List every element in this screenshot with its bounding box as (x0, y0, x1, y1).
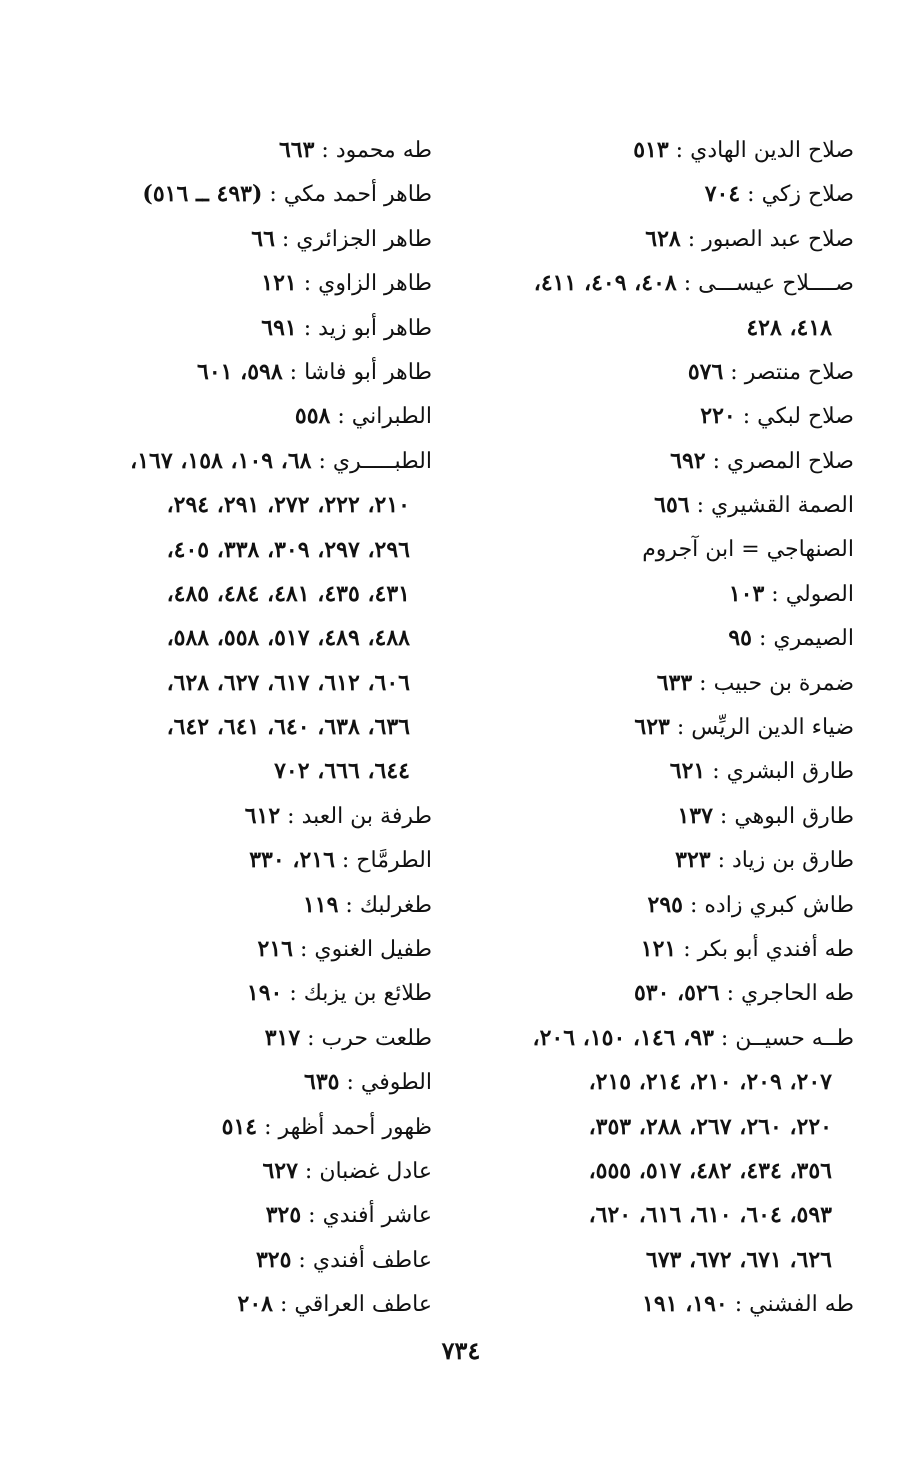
entry-separator: : (314, 138, 336, 163)
index-entry (492, 439, 854, 483)
entry-separator: : (764, 581, 786, 607)
entry-name: عادل غضبان (319, 1158, 432, 1184)
entry-name: طاهر أبو فاشا (304, 359, 432, 385)
entry-pages: ٢٢٠ (700, 403, 736, 430)
index-entry (492, 394, 854, 438)
entry-name: صــــلاح عيســـى (698, 271, 854, 297)
entry-pages: ٢٩٥ (647, 891, 683, 918)
index-entry (492, 572, 854, 616)
entry-name: طلائع بن يزبك (303, 981, 432, 1007)
index-entry (32, 1149, 432, 1193)
entry-pages: ٩٣، ١٤٦، ١٥٠، ٢٠٦، (532, 1024, 714, 1051)
entry-pages: ٦٢٣ (634, 714, 670, 741)
entry-name: طاش كبري زاده (704, 892, 854, 918)
entry-pages: ٦٢٦، ٦٧١، ٦٧٢، ٦٧٣ (645, 1246, 832, 1273)
index-entry-continuation (32, 705, 432, 749)
entry-name: طــه حسيــن (735, 1025, 854, 1051)
entry-separator: : (723, 359, 745, 385)
index-entry (492, 971, 854, 1015)
entry-pages: ٢٩٦، ٢٩٧، ٣٠٩، ٣٣٨، ٤٠٥، (166, 536, 410, 563)
entry-pages: ٣٢٣ (675, 847, 711, 874)
entry-pages: ١٣٧ (677, 802, 713, 829)
entry-name: طارق بن زياد (731, 848, 854, 874)
entry-pages: ٢١٠، ٢٢٢، ٢٧٢، ٢٩١، ٢٩٤، (166, 492, 410, 519)
entry-separator: : (713, 1025, 736, 1051)
entry-pages: ٦٨، ١٠٩، ١٥٨، ١٦٧، (130, 447, 312, 474)
index-entry (492, 1282, 854, 1326)
entry-name: صلاح زكي (761, 182, 854, 208)
index-entry-continuation (32, 749, 432, 793)
entry-separator: : (712, 803, 735, 829)
index-entry (32, 1282, 432, 1326)
entry-separator: : (735, 404, 758, 430)
index-entry (492, 883, 854, 927)
index-entry (32, 838, 432, 882)
entry-pages: ٤٣١، ٤٣٥، ٤٨١، ٤٨٤، ٤٨٥، (166, 580, 410, 607)
entry-separator: : (751, 626, 774, 652)
index-entry (492, 927, 854, 971)
entry-pages: ٥١٤ (221, 1113, 258, 1140)
entry-name: طه الفشني (749, 1292, 854, 1318)
entry-name: صلاح منتصر (744, 359, 854, 385)
index-entry (492, 838, 854, 882)
entry-pages: ٦٩٢ (670, 447, 706, 474)
entry-name: عاطف العراقي (294, 1292, 432, 1318)
entry-pages: ٤١٨، ٤٢٨ (746, 314, 832, 341)
entry-pages: ٣٢٥ (265, 1202, 302, 1229)
index-entry (32, 971, 432, 1015)
entry-name: ضياء الدين الريِّس (691, 715, 854, 741)
entry-pages: ٥٢٦، ٥٣٠ (633, 980, 720, 1007)
entry-pages: ٢٠٨ (237, 1291, 273, 1318)
index-entry (492, 528, 854, 572)
entry-separator: : (291, 1247, 313, 1273)
index-entry (32, 128, 432, 172)
entry-name: طفيل الغنوي (314, 937, 432, 963)
entry-pages: ٥١٣ (633, 137, 669, 163)
entry-pages: ٣١٧ (264, 1024, 301, 1051)
entry-pages: ٢١٦ (257, 936, 293, 963)
index-entry (492, 217, 854, 261)
index-entry (32, 927, 432, 971)
entry-separator: : (680, 226, 703, 252)
index-entry (32, 306, 432, 350)
entry-name: عاشر أفندي (322, 1203, 432, 1229)
index-entry (32, 1060, 432, 1104)
entry-pages: ٦٩١ (261, 314, 297, 341)
index-entry-continuation (492, 1105, 854, 1149)
entry-name: ظهور أحمد أظهر (278, 1114, 432, 1140)
entry-pages: ١٩٠، ١٩١ (642, 1291, 728, 1318)
entry-pages: ٤٨٨، ٤٨٩، ٥١٧، ٥٥٨، ٥٨٨، (166, 625, 410, 652)
entry-pages: ١٠٣ (728, 580, 765, 607)
entry-separator: : (705, 448, 728, 474)
entry-separator: : (297, 1158, 320, 1184)
entry-name: طاهر أحمد مكي (283, 182, 432, 208)
index-entry-continuation (492, 1238, 854, 1282)
entry-separator: : (339, 1070, 361, 1096)
entry-separator: : (257, 1114, 279, 1140)
entry-separator: : (692, 670, 714, 696)
index-entry (32, 394, 432, 438)
index-entry-continuation (32, 661, 432, 705)
index-entry (32, 1193, 432, 1237)
entry-separator: : (282, 981, 304, 1007)
index-entry (32, 794, 432, 838)
entry-name: طارق البشري (726, 759, 854, 785)
entry-name: طلعت حرب (321, 1025, 432, 1051)
index-entry (492, 483, 854, 527)
entry-separator: : (668, 138, 691, 163)
index-entry-continuation (492, 306, 854, 350)
index-entry-continuation (32, 616, 432, 660)
entry-pages: ٦٣٣ (656, 669, 693, 696)
entry-separator: : (719, 981, 742, 1007)
entry-pages: ٦٣٦، ٦٣٨، ٦٤٠، ٦٤١، ٦٤٢، (166, 714, 410, 741)
index-entry (492, 661, 854, 705)
entry-separator: : (689, 493, 712, 519)
entry-separator: : (705, 759, 727, 785)
index-entry (32, 439, 432, 483)
entry-separator: : (280, 803, 302, 829)
entry-pages: ٦٢٨ (645, 225, 681, 252)
entry-separator: : (710, 848, 732, 874)
index-entry-continuation (32, 528, 432, 572)
index-entry (32, 1105, 432, 1149)
index-entry-continuation (32, 572, 432, 616)
index-entry (492, 705, 854, 749)
entry-name: طاهر الجزائري (296, 226, 432, 252)
entry-pages: ٥٩٨، ٦٠١ (197, 358, 283, 385)
entry-separator: : (300, 1025, 322, 1051)
entry-name: صلاح عبد الصبور (702, 226, 854, 252)
entry-pages: ٧٠٤ (704, 181, 741, 208)
index-column-right (492, 128, 854, 1327)
entry-pages: ٦٤٤، ٦٦٦، ٧٠٢ (274, 758, 410, 785)
entry-pages: ٤٠٨، ٤٠٩، ٤١١، (533, 270, 677, 297)
entry-separator: : (676, 937, 698, 963)
entry-pages: ٦١٢ (244, 802, 281, 829)
entry-pages: ٦٢٧ (262, 1157, 298, 1184)
index-entry (32, 350, 432, 394)
entry-separator: : (262, 182, 284, 208)
entry-separator: : (282, 359, 305, 385)
index-entry (492, 794, 854, 838)
entry-separator: : (740, 182, 762, 208)
entry-pages: ٥٩٣، ٦٠٤، ٦١٠، ٦١٦، ٦٢٠، (588, 1202, 832, 1229)
index-column-left (32, 128, 432, 1327)
entry-name: طه الحاجري (741, 981, 854, 1007)
index-entry-continuation (492, 1149, 854, 1193)
index-entry (32, 172, 432, 216)
entry-pages: ٦٠٦، ٦١٢، ٦١٧، ٦٢٧، ٦٢٨، (166, 669, 410, 696)
entry-pages: ٢١٦، ٣٣٠ (249, 847, 335, 874)
entry-separator: : (676, 271, 699, 297)
entry-name: الصمة القشيري (711, 493, 854, 519)
entry-name: الطبـــــري (332, 448, 432, 474)
entry-name: طاهر أبو زيد (318, 315, 432, 341)
entry-name: صلاح المصري (727, 448, 854, 474)
entry-pages: ١٩٠ (246, 980, 283, 1007)
entry-name: الطرمَّاح (356, 848, 432, 874)
entry-name: طه أفندي أبو بكر (697, 937, 854, 963)
entry-pages: ٣٢٥ (255, 1246, 292, 1273)
entry-separator: : (301, 1203, 323, 1229)
entry-pages: (٤٩٣ ــ ٥١٦) (142, 181, 263, 208)
index-entry-continuation (492, 1193, 854, 1237)
index-entry-continuation (32, 483, 432, 527)
entry-name: الصنهاجي = ابن آجروم (642, 536, 854, 562)
entry-separator: : (334, 848, 357, 874)
entry-name: طه محمود (335, 138, 432, 163)
entry-name: طاهر الزاوي (318, 271, 432, 297)
entry-pages: ٦٦٣ (278, 137, 315, 163)
entry-pages: ٦٢١ (669, 758, 706, 785)
index-entry (492, 616, 854, 660)
entry-name: الطبراني (351, 404, 432, 430)
index-entry (32, 883, 432, 927)
entry-pages: ٦٣٥ (304, 1069, 340, 1096)
entry-pages: ١١٩ (302, 891, 339, 918)
index-entry (32, 261, 432, 305)
index-entry (492, 172, 854, 216)
entry-separator: : (683, 892, 705, 918)
entry-name: الطوفي (360, 1070, 432, 1096)
entry-separator: : (727, 1292, 750, 1318)
entry-pages: ٥٥٨ (294, 403, 331, 430)
entry-name: صلاح الدين الهادي (690, 138, 854, 163)
index-entry-continuation (492, 1060, 854, 1104)
entry-separator: : (274, 226, 297, 252)
index-entry (32, 217, 432, 261)
entry-pages: ٥٧٦ (687, 358, 724, 385)
entry-name: طغرلبك (359, 892, 432, 918)
entry-pages: ١٢١ (261, 270, 297, 297)
entry-name: طرفة بن العبد (301, 803, 432, 829)
entry-name: طارق البوهي (734, 803, 854, 829)
entry-separator: : (338, 892, 360, 918)
entry-pages: ٦٥٦ (654, 492, 690, 519)
entry-pages: ٢٠٧، ٢٠٩، ٢١٠، ٢١٤، ٢١٥، (588, 1069, 832, 1096)
entry-name: عاطف أفندي (312, 1247, 432, 1273)
index-entry (492, 749, 854, 793)
entry-pages: ١٢١ (640, 936, 677, 963)
entry-separator: : (272, 1292, 295, 1318)
entry-separator: : (330, 404, 352, 430)
entry-separator: : (296, 271, 319, 297)
page-number: ٧٣٤ (441, 1336, 481, 1365)
index-entry (32, 1238, 432, 1282)
entry-separator: : (296, 315, 319, 341)
entry-separator: : (669, 715, 692, 741)
entry-pages: ٣٥٦، ٤٣٤، ٤٨٢، ٥١٧، ٥٥٥، (588, 1157, 832, 1184)
index-entry (492, 128, 854, 172)
index-entry (492, 350, 854, 394)
entry-name: الصيمري (773, 626, 854, 652)
entry-pages: ٢٢٠، ٢٦٠، ٢٦٧، ٢٨٨، ٣٥٣، (588, 1113, 832, 1140)
entry-separator: : (311, 448, 333, 474)
index-entry (492, 1016, 854, 1060)
entry-name: ضمرة بن حبيب (713, 670, 854, 696)
index-entry (32, 1016, 432, 1060)
entry-name: صلاح لبكي (757, 404, 854, 430)
entry-separator: : (293, 937, 315, 963)
entry-pages: ٩٥ (728, 625, 752, 652)
entry-pages: ٦٦ (251, 225, 275, 252)
index-entry (492, 261, 854, 305)
entry-name: الصولي (785, 581, 854, 607)
